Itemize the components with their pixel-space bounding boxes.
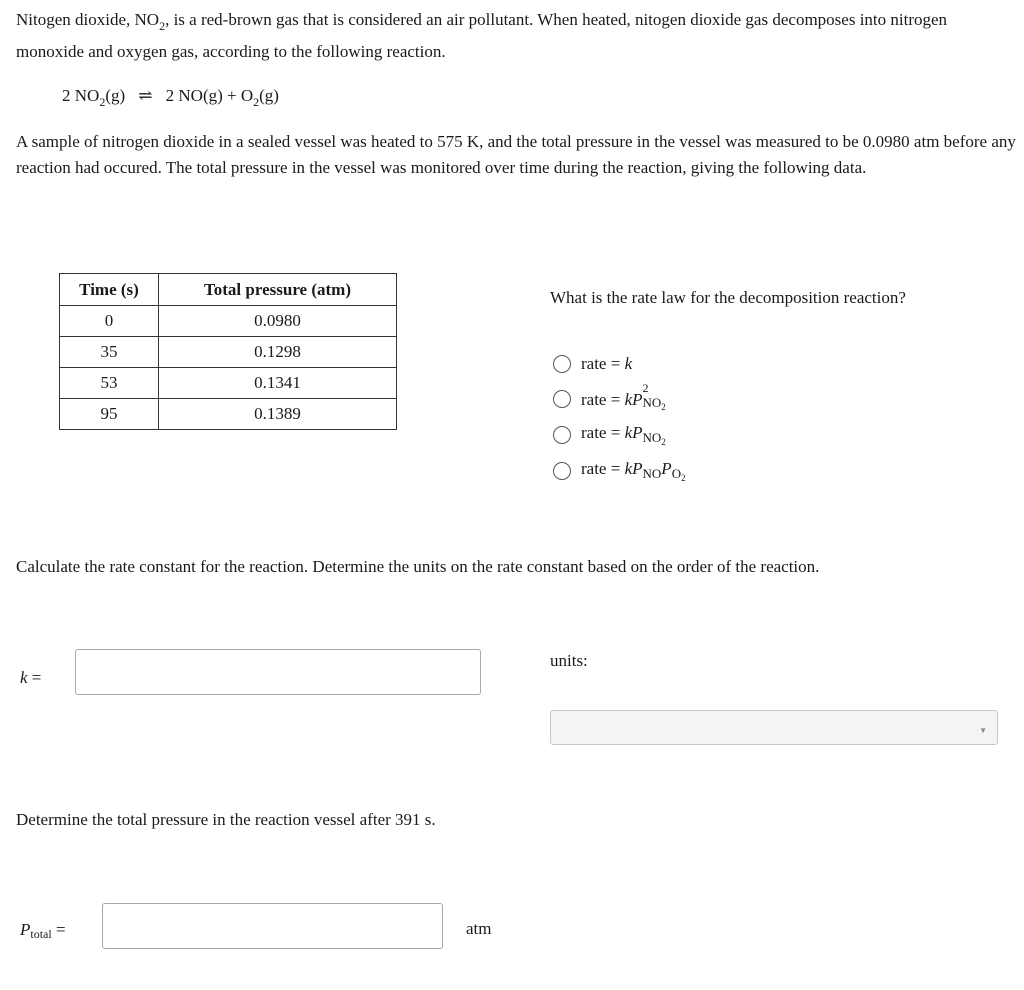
equilibrium-arrow-icon: ⇌ [138, 86, 153, 105]
pressure-question: Determine the total pressure in the reaction vessel after 391 s. [16, 810, 436, 829]
table-row [60, 368, 397, 399]
k-label: k = [20, 668, 42, 687]
intro-text-a: Nitogen dioxide, NO [16, 10, 160, 29]
atm-unit-label: atm [466, 919, 492, 938]
radio-button[interactable] [553, 426, 571, 444]
table-cell: 0 [60, 306, 159, 337]
intro-subscript: 2 [159, 19, 166, 33]
table-header-row [60, 274, 397, 306]
table-cell: 53 [60, 368, 159, 399]
pressure-data-table [59, 273, 397, 430]
radio-button[interactable] [553, 390, 571, 408]
problem-description: A sample of nitrogen dioxide in a sealed vessel was heated to 575 K, and the total pressure in the vessel was measured to be 0.0980 atm before any reaction had occured. The total pressure in the vessel was monitored over time during the reaction, giving the following data. [16, 132, 1016, 177]
table-cell: 0.1341 [159, 368, 397, 399]
p-total-label: Ptotal = [20, 920, 66, 941]
table-header-time: Time (s) [60, 274, 159, 306]
table-row [60, 306, 397, 337]
units-label: units: [550, 651, 588, 670]
table-cell: 0.1298 [159, 337, 397, 368]
chevron-down-icon: ▼ [979, 726, 987, 735]
table-row [60, 337, 397, 368]
radio-button[interactable] [553, 462, 571, 480]
p-total-input[interactable] [102, 903, 443, 949]
table-cell: 0.0980 [159, 306, 397, 337]
rate-option-second-order[interactable]: rate = kP 2 $NO_2$ [553, 385, 667, 413]
table-cell: 35 [60, 337, 159, 368]
rate-option-first-order[interactable]: rate = $kP_{NO_2}$ [553, 421, 666, 449]
rate-law-question: What is the rate law for the decomposition reaction? [550, 288, 906, 307]
table-row [60, 399, 397, 430]
rate-option-zero-order[interactable]: rate = k [553, 350, 632, 378]
reaction-equation: 2 $NO_2(g)$ ⇌ 2 $NO(g) + O_2(g)$ [62, 86, 279, 109]
intro-paragraph [16, 7, 1016, 65]
table-cell: 95 [60, 399, 159, 430]
units-select[interactable] [550, 710, 998, 745]
calc-instruction: Calculate the rate constant for the reaction. Determine the units on the rate constant based on the order of the reaction. [16, 557, 820, 576]
radio-button[interactable] [553, 355, 571, 373]
intro-text-b: , is a red-brown gas that is considered an air pollutant. When heated, nitogen dioxide gas decomposes into nitrogen monoxide and oxygen gas, according to the following reaction. [16, 10, 948, 61]
k-input[interactable] [75, 649, 481, 695]
table-header-pressure: Total pressure (atm) [159, 274, 397, 306]
table-cell: 0.1389 [159, 399, 397, 430]
rate-option-product[interactable]: rate = $kP_{NO}P_{O_2}$ [553, 457, 686, 485]
